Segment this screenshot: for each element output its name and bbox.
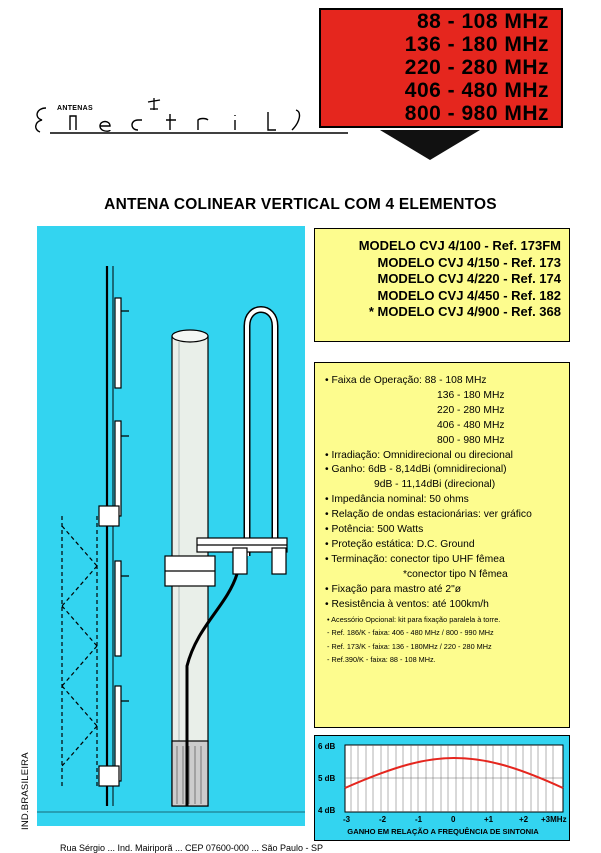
model-line: MODELO CVJ 4/450 - Ref. 182 [377, 287, 561, 303]
x-label: +1 [484, 815, 494, 824]
x-label: -3 [343, 815, 351, 824]
spec-relacao: • Relação de ondas estacionárias: ver gráfico [325, 509, 532, 521]
spec-ganho: • Ganho: 6dB - 8,14dBi (omnidirecional) [325, 464, 507, 476]
model-line: MODELO CVJ 4/100 - Ref. 173FM [358, 238, 561, 253]
antenna-illustration [37, 226, 305, 826]
model-line: MODELO CVJ 4/220 - Ref. 174 [377, 271, 561, 286]
antenna-illustration-panel [37, 226, 305, 826]
spec-faixa: • Faixa de Operação: 88 - 108 MHz [325, 375, 487, 386]
spec-faixa-item: 800 - 980 MHz [437, 434, 505, 446]
spec-terminacao: • Terminação: conector tipo UHF fêmea [325, 553, 505, 565]
brand-logo [30, 90, 350, 150]
spec-ganho-2: 9dB - 11,14dBi (direcional) [374, 479, 496, 491]
y-label: 6 dB [318, 742, 336, 751]
spec-resistencia: • Resistência à ventos: até 100km/h [325, 598, 489, 610]
models-box [314, 228, 570, 342]
down-arrow-icon [380, 128, 480, 162]
gain-chart [315, 736, 571, 842]
x-label: +3MHz [541, 815, 567, 824]
gain-graph [314, 735, 570, 841]
spec-ref: - Ref. 186/K - faixa: 406 - 480 MHz / 800 - 990 MHz [327, 628, 494, 638]
x-label: +2 [519, 815, 529, 824]
frequency-line: 136 - 180 MHz [404, 33, 549, 56]
frequency-line: 800 - 980 MHz [404, 102, 549, 125]
x-label: 0 [451, 815, 456, 824]
specifications-box [314, 362, 570, 728]
spec-terminacao-2: *conector tipo N fêmea [403, 568, 508, 580]
spec-impedancia: • Impedância nominal: 50 ohms [325, 494, 469, 506]
spec-acessorio: • Acessório Opcional: kit para fixação paralela à torre. [327, 614, 501, 624]
spec-protecao: • Proteção estática: D.C. Ground [325, 538, 475, 550]
graph-caption: GANHO EM RELAÇÃO A FREQUÊNCIA DE SINTONIA [347, 827, 539, 836]
y-label: 5 dB [318, 774, 336, 783]
model-line: * MODELO CVJ 4/900 - Ref. 368 [368, 304, 561, 319]
spec-fixacao: • Fixação para mastro até 2"ø [325, 583, 462, 595]
frequency-line: 88 - 108 MHz [416, 10, 549, 33]
y-label: 4 dB [318, 806, 336, 815]
spec-faixa-item: 406 - 480 MHz [437, 419, 505, 431]
spec-ref: - Ref. 173/K - faixa: 136 - 180MHz / 220 - 280 MHz [327, 641, 492, 651]
side-text: IND.BRASILEIRA [20, 752, 31, 830]
page-title: ANTENA COLINEAR VERTICAL COM 4 ELEMENTOS [104, 196, 497, 213]
frequency-banner [319, 8, 563, 128]
frequency-line: 220 - 280 MHz [404, 56, 549, 79]
x-label: -1 [415, 815, 423, 824]
footer-address: Rua Sérgio ... Ind. Mairiporã ... CEP 07600-000 ... São Paulo - SP [60, 843, 323, 853]
spec-faixa-item: 136 - 180 MHz [437, 389, 505, 401]
spec-ref: - Ref.390/K - faixa: 88 - 108 MHz. [327, 655, 436, 665]
x-label: -2 [379, 815, 387, 824]
spec-faixa-item: 220 - 280 MHz [437, 404, 505, 416]
model-line: MODELO CVJ 4/150 - Ref. 173 [377, 254, 561, 270]
brand-small-label: ANTENAS [57, 105, 93, 112]
spec-irradiacao: • Irradiação: Omnidirecional ou direcional [325, 449, 513, 461]
spec-potencia: • Potência: 500 Watts [325, 524, 424, 536]
frequency-line: 406 - 480 MHz [404, 79, 549, 102]
